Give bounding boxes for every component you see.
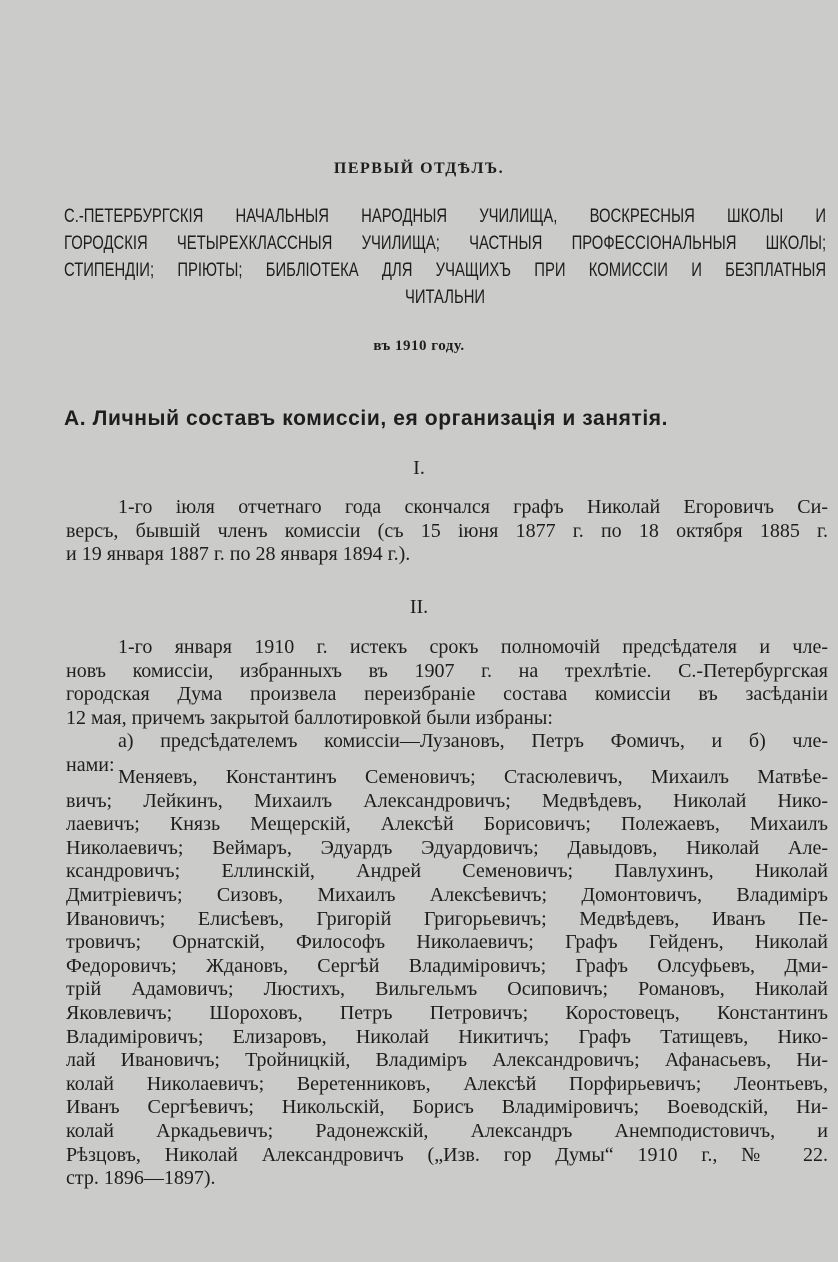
text-line: Меняевъ, Константинъ Семеновичъ; Стасюлевичъ, Михаилъ Матвѣе-: [118, 766, 828, 788]
text-line: 1-го іюля отчетнаго года скончался графъ Николай Егоровичъ Си-: [118, 496, 828, 518]
text-line: Дмитріевичъ; Сизовъ, Михаилъ Алексѣевичъ; Домонтовичъ, Владиміръ: [66, 883, 828, 906]
text-line: 12 мая, причемъ закрытой баллотировкой были избраны:: [66, 706, 553, 729]
text-line: стр. 1896—1897).: [66, 1167, 216, 1190]
section-two-numeral: II.: [409, 596, 429, 618]
text-line: версъ, бывшій членъ комиссіи (съ 15 іюня 1877 г. по 18 октября 1885 г.: [66, 519, 828, 542]
text-line: Иванъ Сергѣевичъ; Никольскій, Борисъ Владиміровичъ; Воеводскій, Ни-: [66, 1096, 828, 1119]
text-line: Ивановичъ; Елисѣевъ, Григорій Григорьевичъ; Медвѣдевъ, Иванъ Пе-: [66, 907, 828, 930]
year-line: въ 1910 году.: [373, 338, 465, 354]
text-line: Рѣзцовъ, Николай Александровичъ („Изв. гор Думы“ 1910 г., № 22.: [66, 1143, 828, 1166]
section-one-paragraph: [66, 496, 828, 567]
text-line: а) предсѣдателемъ комиссіи—Лузановъ, Петръ Фомичъ, и б) чле-: [118, 730, 828, 753]
text-line: лай Ивановичъ; Тройницкій, Владиміръ Александровичъ; Афанасьевъ, Ни-: [66, 1049, 828, 1072]
text-line: Федоровичъ; Ждановъ, Сергѣй Владиміровичъ; Графъ Олсуфьевъ, Дми-: [66, 954, 828, 977]
text-line: городская Дума произвела переизбраніе состава комиссіи въ засѣданіи: [66, 683, 828, 706]
section-heading: А. Личный составъ комиссіи, ея организація и занятія.: [64, 407, 669, 430]
main-title-line: СТИПЕНДІИ; ПРІЮТЫ; БИБЛІОТЕКА ДЛЯ УЧАЩИХЪ ПРИ КОМИССІИ И БЕЗПЛАТНЫЯ: [64, 260, 827, 281]
text-line: тровичъ; Орнатскій, Философъ Николаевичъ; Графъ Гейденъ, Николай: [66, 931, 828, 954]
section-two-paragraph: [66, 636, 828, 778]
main-title: [64, 203, 826, 311]
main-title-line: С.-ПЕТЕРБУРГСКІЯ НАЧАЛЬНЫЯ НАРОДНЫЯ УЧИЛИЩА, ВОСКРЕСНЫЯ ШКОЛЫ И: [64, 206, 827, 227]
section-one-numeral: I.: [413, 457, 425, 479]
text-line: нами:: [66, 753, 115, 776]
text-line: колай Аркадьевичъ; Радонежскій, Александръ Анемподистовичъ, и: [66, 1119, 828, 1142]
text-line: Владиміровичъ; Елизаровъ, Николай Никитичъ; Графъ Татищевъ, Нико-: [66, 1025, 828, 1048]
text-line: вичъ; Лейкинъ, Михаилъ Александровичъ; Медвѣдевъ, Николай Нико-: [66, 789, 828, 812]
text-line: Николаевичъ; Веймаръ, Эдуардъ Эдуардовичъ; Давыдовъ, Николай Але-: [66, 836, 828, 859]
text-line: трій Адамовичъ; Люстихъ, Вильгельмъ Осиповичъ; Романовъ, Николай: [66, 978, 828, 1001]
main-title-line: ГОРОДСКІЯ ЧЕТЫРЕХКЛАССНЫЯ УЧИЛИЩА; ЧАСТНЫЯ ПРОФЕССІОНАЛЬНЫЯ ШКОЛЫ;: [64, 233, 827, 254]
main-title-line: ЧИТАЛЬНИ: [404, 287, 486, 308]
text-line: и 19 января 1887 г. по 28 января 1894 г.).: [66, 543, 411, 566]
text-line: колай Николаевичъ; Веретенниковъ, Алексѣй Порфирьевичъ; Леонтьевъ,: [66, 1072, 828, 1095]
text-line: новъ комиссіи, избранныхъ въ 1907 г. на трехлѣтіе. С.-Петербургская: [66, 659, 828, 682]
department-title: ПЕРВЫЙ ОТДѢЛЪ.: [333, 160, 505, 177]
text-line: ксандровичъ; Еллинскій, Андрей Семеновичъ; Павлухинъ, Николай: [66, 860, 828, 883]
members-paragraph: [66, 766, 828, 1191]
text-line: лаевичъ; Князь Мещерскій, Алексѣй Борисовичъ; Полежаевъ, Михаилъ: [66, 813, 828, 836]
text-line: 1-го января 1910 г. истекъ срокъ полномочій предсѣдателя и чле-: [118, 636, 828, 658]
text-line: Яковлевичъ; Шороховъ, Петръ Петровичъ; Коростовецъ, Константинъ: [66, 1001, 828, 1024]
